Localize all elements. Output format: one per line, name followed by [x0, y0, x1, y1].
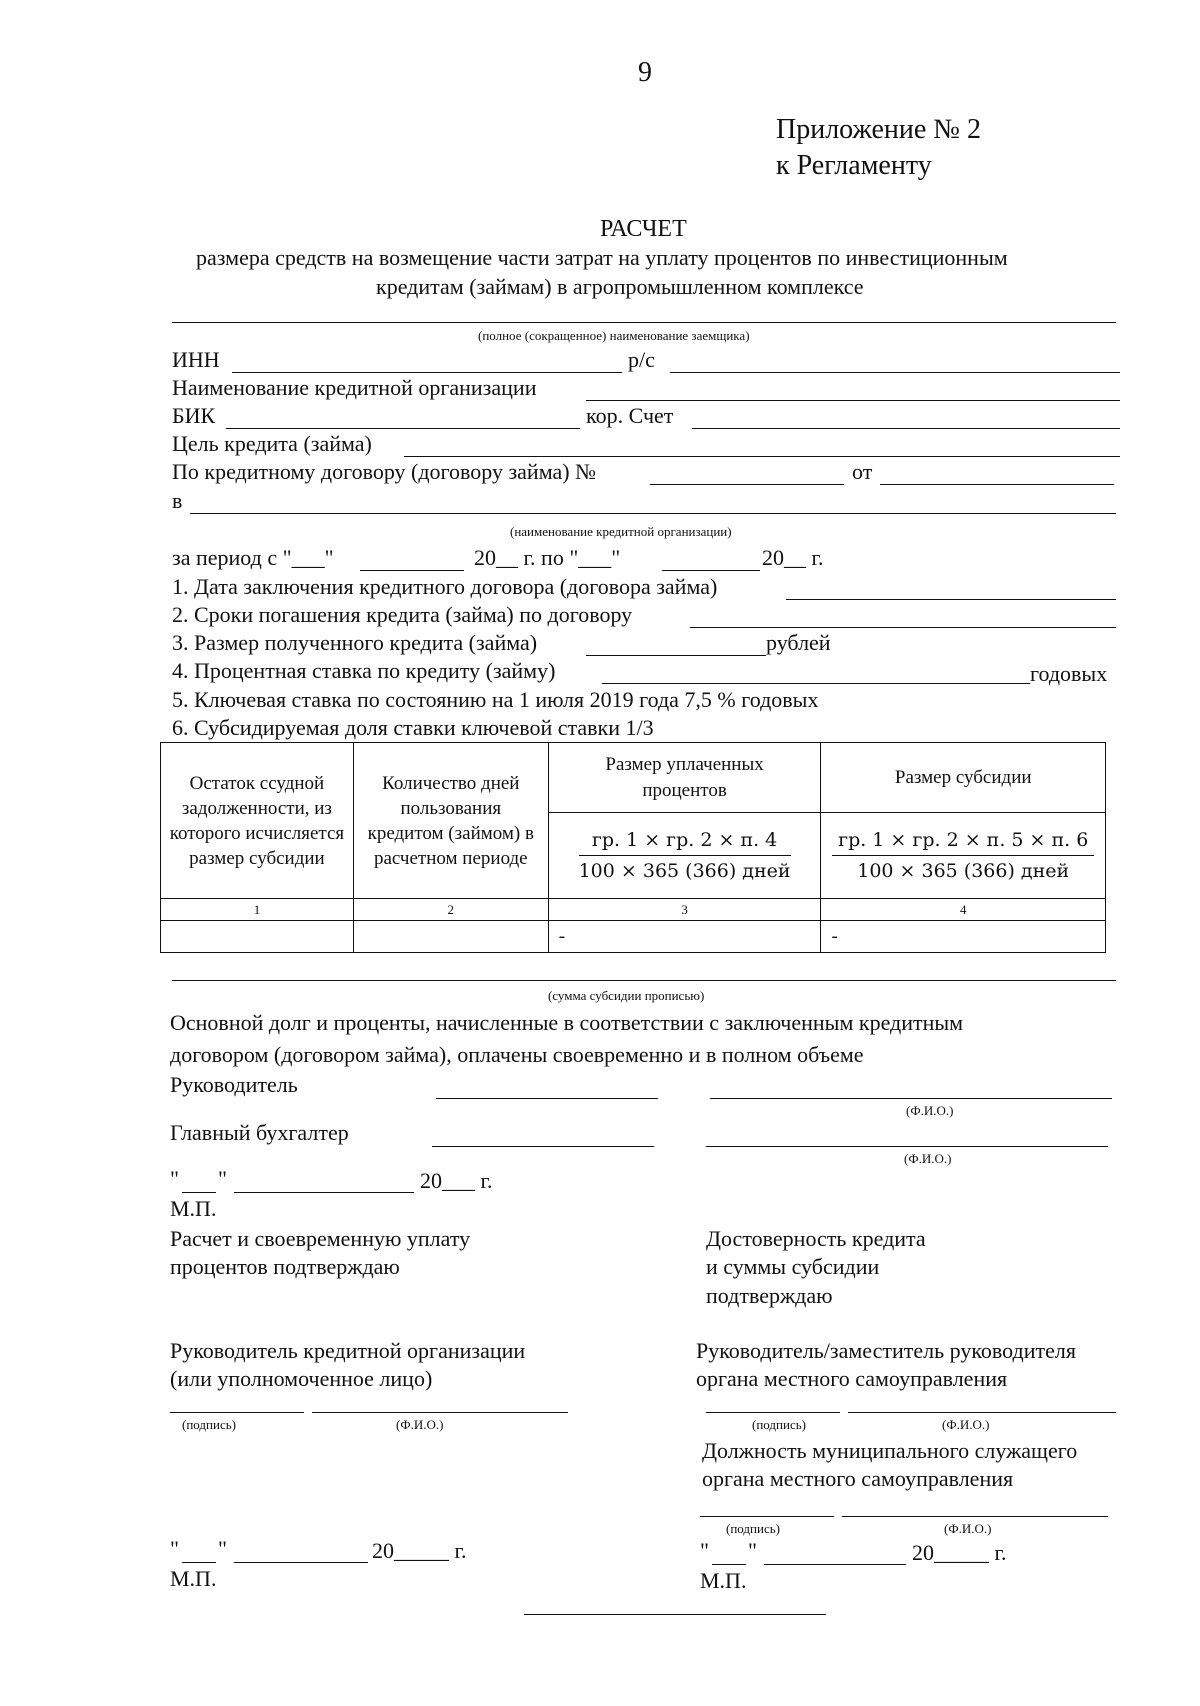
- period-from: за период с "___": [172, 545, 334, 570]
- gov-head-line1: Руководитель/заместитель руководителя: [696, 1338, 1076, 1363]
- period-month-from-line: [360, 570, 464, 571]
- period-to: 20__ г. по "___": [474, 545, 621, 570]
- col-number: 1: [161, 899, 354, 921]
- right-date-year: 20_____ г.: [912, 1540, 1007, 1565]
- date-quote-close: ": [218, 1166, 227, 1191]
- left-confirm-line2: процентов подтверждаю: [170, 1254, 400, 1279]
- table-cell: [161, 921, 354, 953]
- subsidy-calculation-table: [160, 742, 1106, 953]
- right-date-month-line: [764, 1564, 906, 1565]
- item-3-line: [586, 655, 766, 656]
- item-4: 4. Процентная ставка по кредиту (займу): [172, 658, 556, 683]
- chief-accountant-label: Главный бухгалтер: [170, 1120, 349, 1145]
- right-seal-mark: М.П.: [700, 1568, 747, 1593]
- contract-label: По кредитному договору (договору займа) №: [172, 459, 597, 484]
- bank-field-line: [190, 513, 1116, 514]
- item-5: 5. Ключевая ставка по состоянию на 1 июля 2019 года 7,5 % годовых: [172, 687, 819, 712]
- item-1-line: [786, 599, 1116, 600]
- inn-label: ИНН: [172, 347, 220, 372]
- formula-subsidy: [821, 813, 1106, 899]
- col-header-subsidy: Размер субсидии: [821, 743, 1106, 813]
- official-fio-line: [842, 1516, 1108, 1517]
- formula-interest-denominator: 100 × 365 (366) дней: [578, 859, 791, 882]
- document-subtitle-line1: размера средств на возмещение части затрат на уплату процентов по инвестиционным: [196, 245, 1008, 270]
- left-date-day-line: [182, 1562, 216, 1563]
- accountant-fio-line: [706, 1146, 1108, 1147]
- item-3: 3. Размер полученного кредита (займа): [172, 630, 538, 655]
- table-number-row: [161, 899, 1106, 921]
- col-header-balance: Остаток ссудной задолженности, из которого исчисляется размер субсидии: [161, 743, 354, 899]
- item-4-unit: годовых: [1030, 661, 1108, 686]
- head-fio-line: [710, 1098, 1112, 1099]
- bank-head-line2: (или уполномоченное лицо): [170, 1366, 433, 1391]
- rs-label: р/с: [628, 347, 655, 372]
- official-line2: органа местного самоуправления: [702, 1466, 1014, 1491]
- item-1: 1. Дата заключения кредитного договора (договора займа): [172, 574, 718, 599]
- col-number: 4: [821, 899, 1106, 921]
- period-end: 20__ г.: [762, 545, 824, 570]
- col-number: 3: [548, 899, 821, 921]
- document-subtitle-line2: кредитам (займам) в агропромышленном комплексе: [376, 274, 864, 299]
- head-signature-line: [436, 1098, 658, 1099]
- table-header-row: [161, 743, 1106, 813]
- formula-interest: [548, 813, 821, 899]
- bank-head-signature-caption: (подпись): [182, 1417, 236, 1432]
- table-cell: [353, 921, 548, 953]
- subsidy-sum-line: [172, 980, 1116, 981]
- statement-line1: Основной долг и проценты, начисленные в соответствии с заключенным кредитным: [170, 1010, 964, 1035]
- formula-interest-numerator: гр. 1 × гр. 2 × п. 4: [579, 829, 791, 856]
- formula-subsidy-denominator: 100 × 365 (366) дней: [857, 859, 1070, 882]
- item-2-line: [690, 627, 1116, 628]
- date-year: 20___ г.: [420, 1168, 493, 1193]
- official-signature-caption: (подпись): [726, 1521, 780, 1536]
- bank-head-signature-line: [170, 1412, 304, 1413]
- gov-head-fio-caption: (Ф.И.О.): [942, 1417, 990, 1432]
- rs-field-line: [670, 372, 1120, 373]
- item-6: 6. Субсидируемая доля ставки ключевой ставки 1/3: [172, 715, 654, 740]
- left-date-quote-close: ": [218, 1536, 227, 1561]
- appendix-reference: к Регламенту: [776, 150, 932, 181]
- left-seal-mark: М.П.: [170, 1566, 217, 1591]
- contract-from-label: от: [852, 459, 873, 484]
- right-confirm-line3: подтверждаю: [706, 1283, 833, 1308]
- head-fio-caption: (Ф.И.О.): [906, 1103, 954, 1118]
- formula-subsidy-numerator: гр. 1 × гр. 2 × п. 5 × п. 6: [832, 829, 1094, 856]
- bik-field-line: [226, 428, 580, 429]
- credit-goal-field-line: [404, 456, 1120, 457]
- item-2: 2. Сроки погашения кредита (займа) по договору: [172, 602, 633, 627]
- official-line1: Должность муниципального служащего: [702, 1438, 1078, 1463]
- kor-schet-label: кор. Счет: [586, 403, 674, 428]
- appendix-number: Приложение № 2: [776, 114, 981, 145]
- head-label: Руководитель: [170, 1072, 298, 1097]
- inn-field-line: [232, 372, 622, 373]
- date-day-line: [182, 1192, 216, 1193]
- gov-head-signature-caption: (подпись): [752, 1417, 806, 1432]
- left-date-year: 20_____ г.: [372, 1538, 467, 1563]
- gov-head-line2: органа местного самоуправления: [696, 1366, 1008, 1391]
- bank-head-line1: Руководитель кредитной организации: [170, 1338, 526, 1363]
- official-signature-line: [700, 1516, 834, 1517]
- borrower-name-line: [172, 322, 1116, 323]
- kor-schet-field-line: [692, 428, 1120, 429]
- col-header-interest: Размер уплаченных процентов: [548, 743, 821, 813]
- table-row: [161, 921, 1106, 953]
- right-date-quote-close: ": [748, 1538, 757, 1563]
- item-4-line: [602, 683, 1030, 684]
- end-divider: [524, 1614, 826, 1615]
- contract-date-line: [880, 484, 1114, 485]
- page-number: 9: [638, 57, 652, 88]
- seal-mark: М.П.: [170, 1196, 217, 1221]
- gov-head-fio-line: [848, 1412, 1116, 1413]
- right-date-quote-open: ": [700, 1538, 709, 1563]
- table-cell: -: [821, 921, 1106, 953]
- table-cell: -: [548, 921, 821, 953]
- left-date-month-line: [234, 1562, 368, 1563]
- period-month-to-line: [662, 570, 760, 571]
- bank-head-fio-line: [312, 1412, 568, 1413]
- date-month-line: [234, 1192, 414, 1193]
- in-label: в: [172, 488, 183, 513]
- accountant-fio-caption: (Ф.И.О.): [904, 1151, 952, 1166]
- gov-head-signature-line: [706, 1412, 840, 1413]
- official-fio-caption: (Ф.И.О.): [944, 1521, 992, 1536]
- item-3-unit: рублей: [766, 630, 831, 655]
- contract-number-line: [650, 484, 844, 485]
- statement-line2: договором (договором займа), оплачены своевременно и в полном объеме: [170, 1042, 864, 1067]
- borrower-caption: (полное (сокращенное) наименование заемщика): [478, 328, 750, 343]
- credit-goal-label: Цель кредита (займа): [172, 431, 372, 456]
- bik-label: БИК: [172, 403, 216, 428]
- accountant-signature-line: [432, 1146, 654, 1147]
- bank-head-fio-caption: (Ф.И.О.): [396, 1417, 444, 1432]
- document-title: РАСЧЕТ: [600, 216, 687, 242]
- right-confirm-line2: и суммы субсидии: [706, 1254, 880, 1279]
- subsidy-sum-caption: (сумма субсидии прописью): [548, 988, 705, 1003]
- left-confirm-line1: Расчет и своевременную уплату: [170, 1226, 471, 1251]
- right-confirm-line1: Достоверность кредита: [706, 1226, 926, 1251]
- col-number: 2: [353, 899, 548, 921]
- bank-name-field-line: [586, 400, 1120, 401]
- date-quote-open: ": [170, 1166, 179, 1191]
- bank-name-label: Наименование кредитной организации: [172, 375, 537, 400]
- right-date-day-line: [712, 1564, 746, 1565]
- bank-caption: (наименование кредитной организации): [510, 524, 732, 539]
- col-header-days: Количество дней пользования кредитом (займом) в расчетном периоде: [353, 743, 548, 899]
- left-date-quote-open: ": [170, 1536, 179, 1561]
